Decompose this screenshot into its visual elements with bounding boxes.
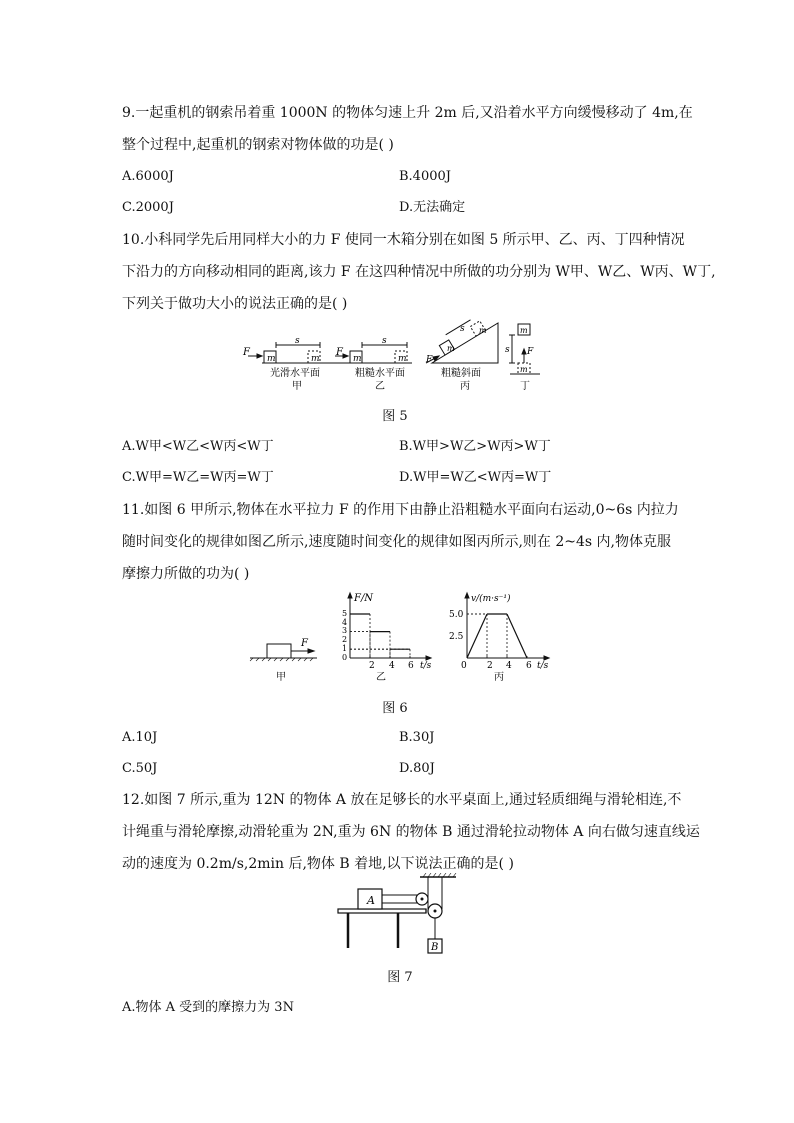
q11-option-d[interactable]: D.80J <box>399 761 435 776</box>
figure-6-yi-name: 乙 <box>376 672 386 683</box>
figure-5-bing-name: 丙 <box>460 381 470 392</box>
q11-option-c[interactable]: C.50J <box>122 761 158 776</box>
figure-6-yi-axis-label: F/N <box>354 593 374 604</box>
figure-6 <box>245 588 565 688</box>
q9-stem-line-1: 9.一起重机的钢索吊着重 1000N 的物体匀速上升 2m 后,又沿着水平方向缓慢移动了 4m,在 <box>122 105 693 121</box>
q10-option-c[interactable]: C.W甲=W乙=W丙=W丁 <box>122 470 274 485</box>
figure-6-bing-axis-label: v/(m·s⁻¹) <box>471 594 511 604</box>
figure-5-ding-F: F <box>527 347 534 357</box>
figure-6-bing-name: 丙 <box>494 672 504 683</box>
figure-6-yi-tick-1: 1 <box>342 644 348 653</box>
q10-option-b[interactable]: B.W甲>W乙>W丙>W丁 <box>399 439 551 454</box>
q9-option-b[interactable]: B.4000J <box>399 169 451 184</box>
figure-5-bing-s: s <box>460 324 465 334</box>
q12-stem-line-2: 计绳重与滑轮摩擦,动滑轮重为 2N,重为 6N 的物体 B 通过滑轮拉动物体 A 向右做匀速直线运 <box>122 824 700 840</box>
figure-6-bing-tick-2-5: 2.5 <box>449 632 464 642</box>
q12-option-a[interactable]: A.物体 A 受到的摩擦力为 3N <box>122 1000 294 1015</box>
figure-6-yi-tick-4: 4 <box>342 618 348 627</box>
figure-7-ropes <box>382 873 456 939</box>
figure-6-yi-tick-0: 0 <box>342 653 348 662</box>
figure-6-yi-t-2: 2 <box>369 661 375 671</box>
figure-6-bing-t-axis: t/s <box>537 661 549 671</box>
figure-6-bing-t-4: 4 <box>506 661 512 671</box>
figure-5-jia-label: 光滑水平面 <box>270 368 320 379</box>
figure-7-table <box>338 909 426 948</box>
q11-option-b[interactable]: B.30J <box>399 730 435 745</box>
figure-5-jia-name: 甲 <box>292 381 302 392</box>
series-segment <box>467 614 487 658</box>
figure-5 <box>240 318 560 398</box>
q11-option-a[interactable]: A.10J <box>122 730 158 745</box>
q11-stem-line-2: 随时间变化的规律如图乙所示,速度随时间变化的规律如图丙所示,则在 2~4s 内,物体克服 <box>122 534 671 550</box>
figure-7-caption: 图 7 <box>387 970 413 985</box>
q9-option-a[interactable]: A.6000J <box>122 169 174 184</box>
figure-7-moving-pulley-axle <box>434 910 437 913</box>
figure-7-label-b: B <box>431 942 439 953</box>
q10-option-d[interactable]: D.W甲=W乙<W丙=W丁 <box>399 470 552 485</box>
figure-5-yi-m: m <box>353 354 362 364</box>
figure-6-yi-tick-3: 3 <box>342 626 348 635</box>
figure-6-yi-tick-2: 2 <box>342 635 348 644</box>
q10-option-a[interactable]: A.W甲<W乙<W丙<W丁 <box>122 439 274 454</box>
q10-stem-line-3: 下列关于做功大小的说法正确的是( ) <box>122 296 348 312</box>
figure-6-bing-t-6: 6 <box>526 661 532 671</box>
q12-stem-line-3: 动的速度为 0.2m/s,2min 后,物体 B 着地,以下说法正确的是( ) <box>122 856 514 872</box>
figure-5-jia-m: m <box>267 354 276 364</box>
figure-6-caption: 图 6 <box>382 701 408 716</box>
figure-5-yi-s: s <box>382 336 387 346</box>
figure-6-jia-name: 甲 <box>276 672 286 683</box>
figure-5-bing-F: F <box>426 355 433 365</box>
q11-stem-line-3: 摩擦力所做的功为( ) <box>122 566 250 582</box>
figure-5-jia-s: s <box>295 336 300 346</box>
figure-5-ding-name: 丁 <box>520 381 530 392</box>
figure-5-yi-name: 乙 <box>375 381 385 392</box>
q12-stem-line-1: 12.如图 7 所示,重为 12N 的物体 A 放在足够长的水平桌面上,通过轻质细绳与滑轮相连,不 <box>122 792 682 808</box>
figure-6-yi-tick-5: 5 <box>342 609 348 618</box>
figure-6-bing-tick-5: 5.0 <box>449 610 464 620</box>
figure-7-fixed-pulley-axle <box>421 898 424 901</box>
figure-6-bing-plot <box>467 614 527 658</box>
figure-7-label-a: A <box>367 894 375 907</box>
figure-6-yi-t-axis: t/s <box>420 661 432 671</box>
figure-6-bing-t-2: 2 <box>487 661 493 671</box>
figure-7 <box>330 873 470 963</box>
figure-6-yi-t-6: 6 <box>408 661 414 671</box>
figure-6-yi-t-4: 4 <box>389 661 395 671</box>
figure-6-yi-plot <box>350 614 410 658</box>
figure-5-yi-m2: m <box>398 354 407 364</box>
q9-option-c[interactable]: C.2000J <box>122 200 174 215</box>
q10-stem-line-1: 10.小科同学先后用同样大小的力 F 使同一木箱分别在如图 5 所示甲、乙、丙、丁四种情况 <box>122 232 685 248</box>
figure-6-jia-F: F <box>301 638 308 649</box>
figure-5-yi-F: F <box>336 347 343 358</box>
figure-5-jia-F: F <box>243 347 250 358</box>
figure-5-ding-m2: m <box>520 365 528 374</box>
figure-5-bing-m: m <box>447 344 455 353</box>
figure-5-yi-label: 粗糙水平面 <box>355 368 405 379</box>
q9-option-d[interactable]: D.无法确定 <box>399 200 466 215</box>
figure-5-jia-m2: m <box>311 354 320 364</box>
figure-5-ding-m: m <box>520 326 528 335</box>
figure-5-bing-label: 粗糙斜面 <box>441 368 481 379</box>
series-segment <box>507 614 527 658</box>
figure-5-caption: 图 5 <box>382 409 408 424</box>
q11-stem-line-1: 11.如图 6 甲所示,物体在水平拉力 F 的作用下由静止沿粗糙水平面向右运动,0~6s 内拉力 <box>122 502 679 518</box>
q10-stem-line-2: 下沿力的方向移动相同的距离,该力 F 在这四种情况中所做的功分别为 W甲、W乙、W丙、W丁, <box>122 264 716 280</box>
figure-5-ding-s: s <box>505 345 510 355</box>
figure-5-bing-m2: m <box>479 326 487 335</box>
q9-stem-line-2: 整个过程中,起重机的钢索对物体做的功是( ) <box>122 137 394 153</box>
figure-6-bing-tick-0: 0 <box>461 661 467 671</box>
